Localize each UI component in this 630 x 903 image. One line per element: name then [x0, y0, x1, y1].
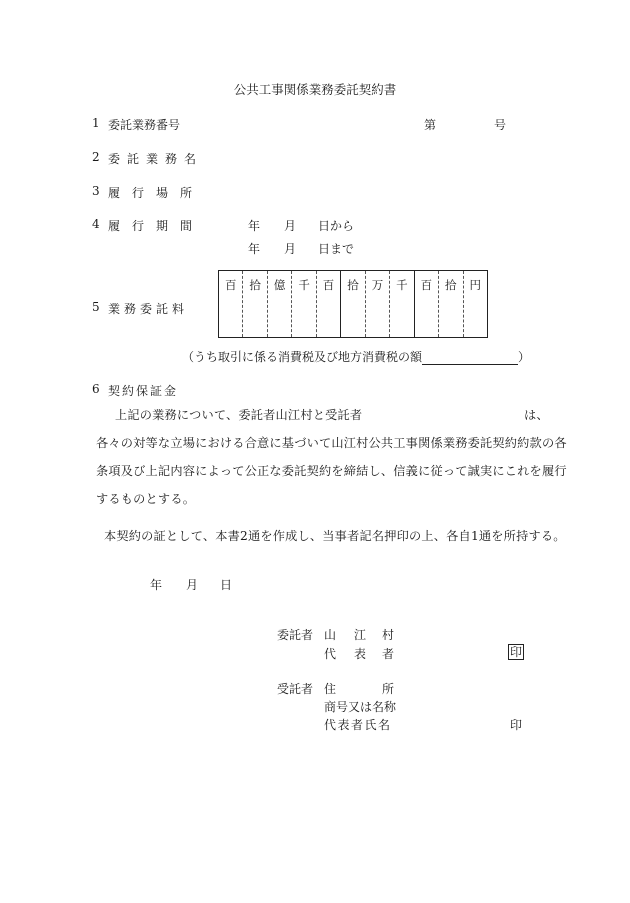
fee-digit-cell — [415, 271, 439, 337]
fee-unit-label: 千 — [298, 278, 310, 292]
item-1-label: 委託業務番号 — [108, 118, 181, 132]
fee-digit-cell — [243, 271, 267, 337]
item-6-label: 契約保証金 — [108, 384, 179, 398]
item-3-label: 履行場所 — [108, 186, 205, 200]
fee-digit-cell — [366, 271, 390, 337]
period-start-year: 年 — [248, 219, 261, 233]
period-start-month: 月 — [284, 219, 297, 233]
fee-unit-label: 百 — [420, 278, 433, 292]
item-6-number: 6 — [92, 382, 100, 396]
consignor-name-char: 江 — [354, 628, 367, 642]
period-end-day: 日まで — [318, 242, 355, 256]
consignor-rep-char: 者 — [382, 647, 395, 661]
contractor-company-label: 商号又は名称 — [324, 700, 397, 714]
consignor-rep-char: 代 — [324, 647, 337, 661]
document-title: 公共工事関係業務委託契約書 — [233, 82, 397, 97]
tax-note-prefix: （うち取引に係る消費税及び地方消費税の額 — [182, 350, 423, 364]
fee-digit-cell — [464, 271, 487, 337]
item-1-go: 号 — [494, 118, 507, 132]
fee-unit-label: 百 — [322, 278, 335, 292]
fee-unit-label: 千 — [396, 278, 408, 292]
period-end-month: 月 — [284, 242, 297, 256]
fee-digit-cell — [317, 271, 341, 337]
body-line-3: 条項及び上記内容によって公正な委託契約を締結し、信義に従って誠実にこれを履行 — [96, 464, 567, 478]
item-5-label: 業務委託料 — [108, 302, 189, 316]
fee-unit-label: 円 — [469, 278, 481, 292]
body-line-1b: は、 — [524, 408, 549, 422]
fee-unit-label: 億 — [273, 278, 286, 292]
item-4-number: 4 — [92, 217, 100, 231]
contractor-rep-label: 代表者氏名 — [324, 718, 392, 732]
item-4-label: 履行期間 — [108, 219, 205, 233]
item-1-number: 1 — [92, 116, 100, 130]
fee-digit-cell — [268, 271, 292, 337]
fee-digit-cell — [219, 271, 243, 337]
contractor-address-char: 所 — [382, 682, 395, 696]
tax-note-suffix: ） — [518, 350, 531, 364]
item-3-number: 3 — [92, 184, 100, 198]
contractor-seal-mark: 印 — [510, 718, 523, 732]
period-start-day: 日から — [318, 219, 355, 233]
fee-digit-cell — [292, 271, 316, 337]
item-2-label: 委託業務名 — [108, 152, 204, 166]
consignor-role: 委託者 — [277, 628, 314, 642]
item-2-number: 2 — [92, 150, 100, 164]
date-month: 月 — [186, 578, 199, 592]
consignor-name-char: 村 — [382, 628, 395, 642]
date-year: 年 — [150, 578, 163, 592]
tax-amount-blank — [422, 352, 518, 365]
fee-digit-cell — [341, 271, 365, 337]
body-line-1a: 上記の業務について、委託者山江村と受託者 — [115, 408, 363, 422]
fee-unit-label: 万 — [371, 278, 384, 292]
fee-unit-label: 拾 — [445, 278, 457, 292]
body-line-2: 各々の対等な立場における合意に基づいて山江村公共工事関係業務委託契約約款の各 — [96, 436, 567, 450]
fee-unit-label: 百 — [224, 278, 237, 292]
fee-unit-label: 拾 — [249, 278, 261, 292]
fee-amount-table — [218, 270, 488, 338]
body-line-5: 本契約の証として、本書2通を作成し、当事者記名押印の上、各自1通を所持する。 — [104, 529, 566, 543]
date-day: 日 — [220, 578, 233, 592]
tax-note — [182, 348, 530, 365]
fee-digit-cell — [390, 271, 414, 337]
item-1-dai: 第 — [424, 118, 437, 132]
item-5-number: 5 — [92, 300, 100, 314]
seal-mark-icon: 印 — [510, 645, 523, 659]
consignor-rep-char: 表 — [354, 647, 367, 661]
period-end-year: 年 — [248, 242, 261, 256]
consignor-name-char: 山 — [324, 628, 337, 642]
consignor-seal-mark — [508, 644, 524, 660]
contractor-role: 受託者 — [277, 682, 314, 696]
fee-unit-label: 拾 — [347, 278, 359, 292]
fee-digit-cell — [439, 271, 463, 337]
body-line-4: するものとする。 — [96, 492, 196, 506]
contractor-address-char: 住 — [324, 682, 337, 696]
